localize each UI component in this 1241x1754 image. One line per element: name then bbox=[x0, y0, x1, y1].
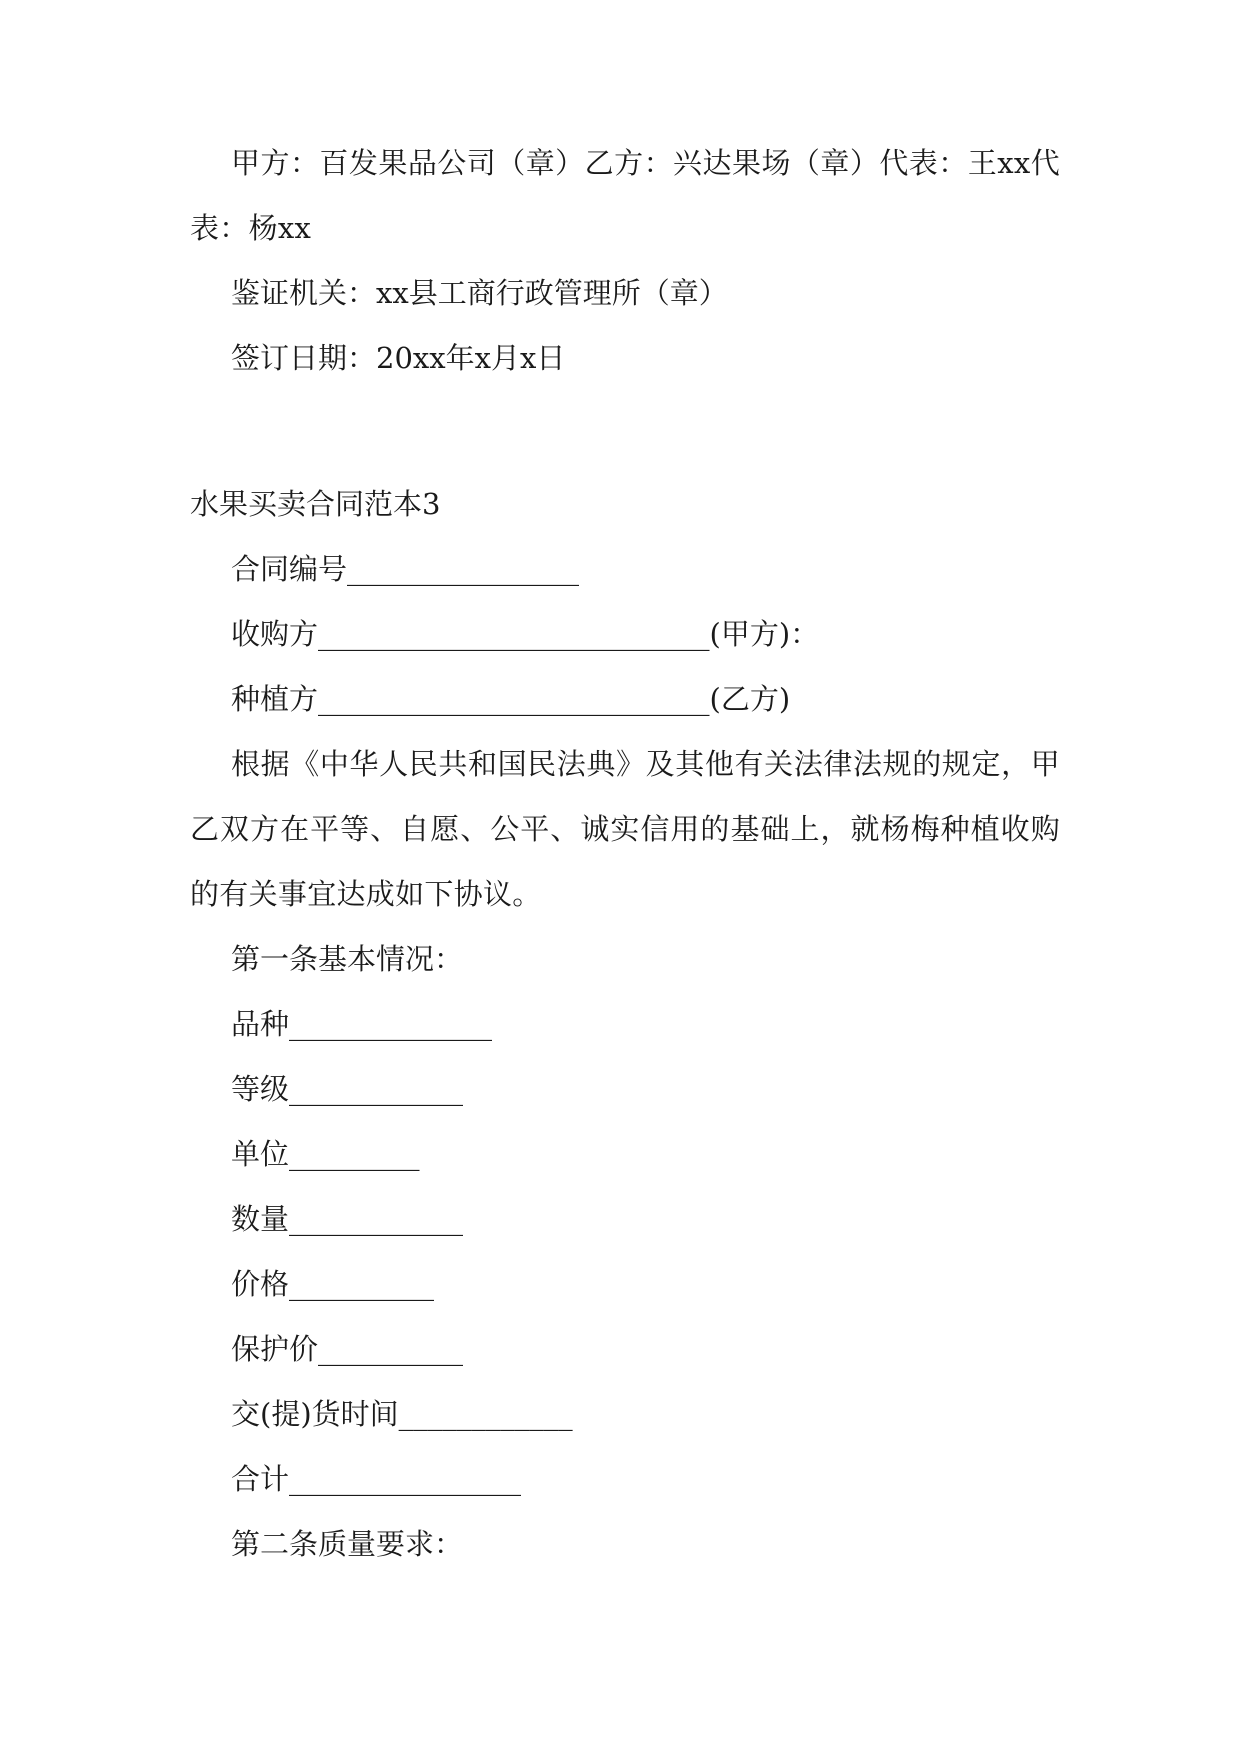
variety-field: 品种______________ bbox=[231, 1007, 493, 1041]
grower-field: 种植方___________________________(乙方) bbox=[231, 682, 791, 716]
delivery-time-field: 交(提)货时间____________ bbox=[231, 1397, 573, 1431]
contract-number-field: 合同编号________________ bbox=[231, 552, 580, 586]
certifying-authority: 鉴证机关：xx县工商行政管理所（章） bbox=[231, 276, 728, 310]
signature-section bbox=[190, 131, 1060, 391]
article-1-title: 第一条基本情况： bbox=[231, 942, 464, 976]
price-field: 价格__________ bbox=[231, 1267, 435, 1301]
preamble-paragraph: 根据《中华人民共和国民法典》及其他有关法律法规的规定，甲乙双方在平等、自愿、公平、诚实信用的基础上，就杨梅种植收购的有关事宜达成如下协议。 bbox=[190, 747, 1060, 911]
protected-price-field: 保护价__________ bbox=[231, 1332, 464, 1366]
contract-title: 水果买卖合同范本3 bbox=[190, 487, 441, 521]
signing-date: 签订日期：20xx年x月x日 bbox=[231, 341, 566, 375]
unit-field: 单位_________ bbox=[231, 1137, 420, 1171]
buyer-field: 收购方___________________________(甲方)： bbox=[231, 617, 820, 651]
parties-line: 甲方：百发果品公司（章）乙方：兴达果场（章）代表：王xx代表：杨xx bbox=[190, 146, 1060, 245]
grade-field: 等级____________ bbox=[231, 1072, 464, 1106]
contract-3-section bbox=[190, 472, 1060, 1577]
article-2-title: 第二条质量要求： bbox=[231, 1527, 464, 1561]
total-field: 合计________________ bbox=[231, 1462, 522, 1496]
quantity-field: 数量____________ bbox=[231, 1202, 464, 1236]
